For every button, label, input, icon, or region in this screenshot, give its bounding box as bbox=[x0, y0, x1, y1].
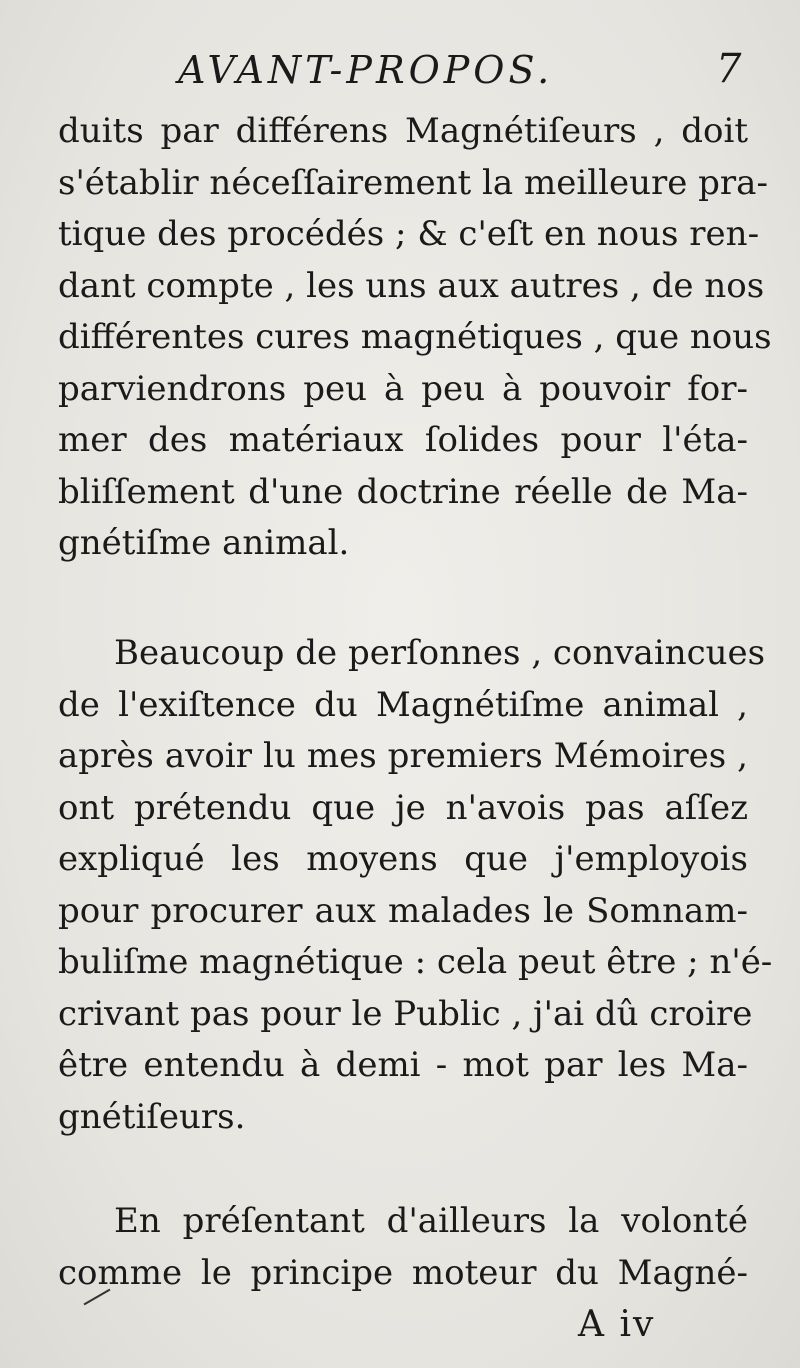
text-line: duits par différens Magnétiſeurs , doit bbox=[58, 111, 748, 151]
text-line: expliqué les moyens que j'employois bbox=[58, 839, 748, 879]
text-line: En préſentant d'ailleurs la volonté bbox=[114, 1201, 748, 1241]
text-line: différentes cures magnétiques , que nous bbox=[58, 317, 772, 357]
text-line: après avoir lu mes premiers Mémoires , bbox=[58, 736, 748, 776]
signature-mark: A iv bbox=[578, 1304, 656, 1345]
text-line: dant compte , les uns aux autres , de nos bbox=[58, 265, 765, 306]
page-number: 7 bbox=[716, 46, 742, 92]
text-line: ont prétendu que je n'avois pas aſſez bbox=[58, 787, 748, 828]
text-line: parviendrons peu à peu à pouvoir for- bbox=[58, 368, 748, 409]
running-head: AVANT-PROPOS. bbox=[178, 48, 554, 92]
text-line: tique des procédés ; & c'eſt en nous ren- bbox=[58, 214, 760, 254]
text-line: bliſſement d'une doctrine réelle de Ma- bbox=[58, 471, 748, 512]
text-line: mer des matériaux ſolides pour l'éta- bbox=[58, 420, 748, 460]
paragraph-3 bbox=[58, 1196, 748, 1299]
text-line: crivant pas pour le Public , j'ai dû croire bbox=[58, 993, 753, 1034]
text-line: gnétiſme animal. bbox=[58, 523, 350, 563]
text-line: s'établir néceſſairement la meilleure pra- bbox=[58, 162, 768, 203]
text-line: Beaucoup de perſonnes , convaincues bbox=[114, 633, 766, 673]
text-line: comme le principe moteur du Magné- bbox=[58, 1252, 748, 1293]
paragraph-2 bbox=[58, 628, 773, 1143]
text-line: de l'exiſtence du Magnétiſme animal , bbox=[58, 684, 748, 725]
text-line: gnétiſeurs. bbox=[58, 1096, 246, 1137]
text-line: être entendu à demi - mot par les Ma- bbox=[58, 1045, 748, 1085]
text-line: buliſme magnétique : cela peut être ; n'é- bbox=[58, 942, 773, 982]
page-header bbox=[0, 42, 800, 102]
paragraph-1 bbox=[58, 106, 772, 570]
text-line: pour procurer aux malades le Somnam- bbox=[58, 890, 748, 931]
